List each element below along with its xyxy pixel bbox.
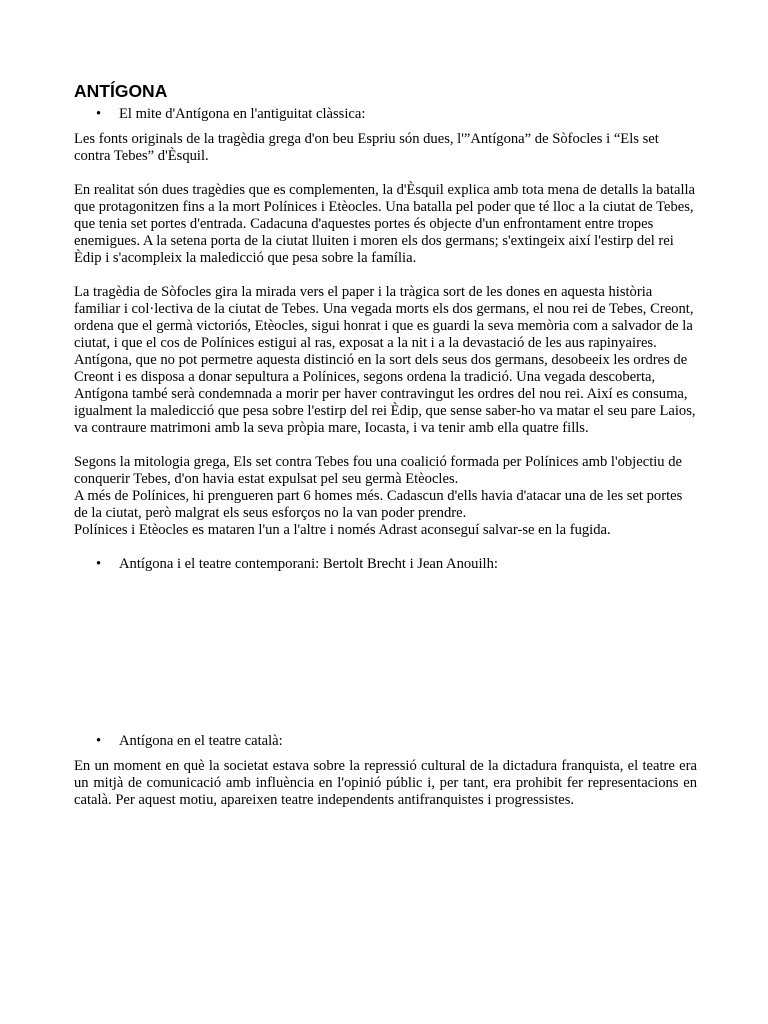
section-heading-text: Antígona i el teatre contemporani: Bertolt Brecht i Jean Anouilh: (119, 556, 498, 572)
paragraph-mythology-line-1: Segons la mitologia grega, Els set contra Tebes fou una coalició formada per Polínices amb l'objectiu de conquerir Tebes, d'on havia estat expulsat pel seu germà Etèocles. (74, 454, 683, 487)
paragraph-esquil: En realitat són dues tragèdies que es complementen, la d'Èsquil explica amb tota mena de detalls la batalla que protagonitzen fins a la mort Polínices i Etèocles. Una batalla pel poder que té lloc a la ciutat de Tebes, que tenia set portes d'entrada. Cadacuna d'aquestes portes és objecte d'un enfrontament entre tropes enemigues. A la setena porta de la ciutat lluiten i moren els dos germans; s'extingeix així l'estirp del rei Èdip i s'acompleix la maledicció que pesa sobre la família. (74, 182, 696, 266)
paragraph-mythology-line-3: Polínices i Etèocles es mataren l'un a l'altre i només Adrast aconseguí salvar-se en la fugida. (74, 522, 611, 538)
paragraph-sofocles: La tragèdia de Sòfocles gira la mirada vers el paper i la tràgica sort de les dones en aquesta història familiar i col·lectiva de la ciutat de Tebes. Una vegada morts els dos germans, el nou rei de Tebes, Creont, ordena que el germà victoriós, Etèocles, sigui honrat i que es guardi la seva memòria com a salvador de la ciutat, i que el cos de Polínices estigui al ras, exposat a la nit i a la devastació de les aus rapinyaires. Antígona, que no pot permetre aquesta distinció en la sort dels seus dos germans, desobeeix les ordres de Creont i es disposa a donar sepultura a Polínices, segons ordena la tradició. Una vegada descoberta, Antígona també serà condemnada a morir per haver contravingut les ordres del nou rei. Així es consuma, igualment la maledicció que pesa sobre l'estirp del rei Èdip, que sense saber-ho va matar el seu pare Laios, va contraure matrimoni amb la seva pròpia mare, Iocasta, i va tenir amb ella quatre fills. (74, 284, 696, 436)
bullet-glyph: • (96, 556, 102, 572)
paragraph-sources: Les fonts originals de la tragèdia grega d'on beu Espriu són dues, l'”Antígona” de Sòfocles i “Els set contra Tebes” d'Èsquil. (74, 131, 659, 164)
section-heading-text: El mite d'Antígona en l'antiguitat clàssica: (119, 106, 366, 122)
paragraph-catalan-theatre: En un moment en què la societat estava sobre la repressió cultural de la dictadura franquista, el teatre era un mitjà de comunicació amb influència en l'opinió públic i, per tant, era prohibit fer representacions en català. Per aquest motiu, apareixen teatre independents antifranquistes i progressistes. (74, 758, 697, 808)
document-body (74, 80, 697, 809)
section-heading-contemporary-theatre (74, 556, 697, 573)
section-heading-text: Antígona en el teatre català: (119, 733, 283, 749)
bullet-glyph: • (96, 106, 102, 122)
document-title: ANTÍGONA (74, 81, 168, 101)
bullet-glyph: • (96, 733, 102, 749)
paragraph-mythology-line-2: A més de Polínices, hi prengueren part 6 homes més. Cadascun d'ells havia d'atacar una de les set portes de la ciutat, però malgrat els seus esforços no la van poder prendre. (74, 488, 683, 521)
section-heading-classical-myth (74, 106, 697, 123)
section-heading-catalan-theatre (74, 733, 697, 750)
